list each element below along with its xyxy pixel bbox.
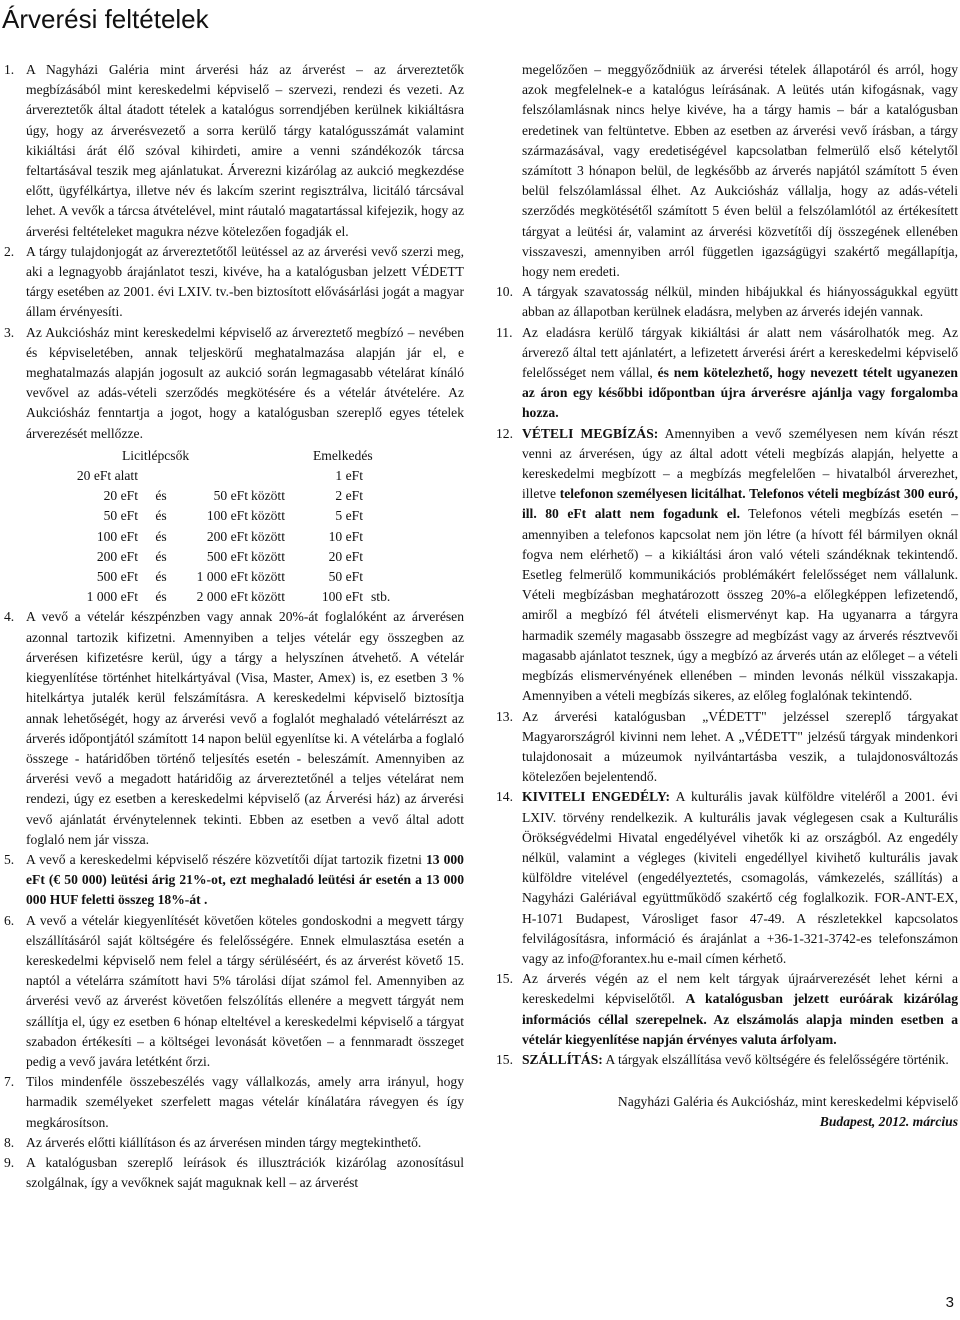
term-number: 15. bbox=[496, 971, 513, 987]
term-heading: KIVITELI ENGEDÉLY: bbox=[522, 789, 671, 805]
term-text bbox=[522, 787, 958, 969]
term-4 bbox=[4, 607, 464, 849]
term-text-plain-2: Telefonos vételi megbízás esetén – amennyiben a telefonos kapcsolat nem jön létre (a hívott fél bármilyen oknál fogva nem elérhető) – a kikiáltási áron való vételi szándéknak tekintendő. Esetleg felmerülő kommunikációs problémákért felelősséget nem vállalunk. Vételi megbízásban meghatározott összeg 20%-a előlegképpen lefizetendő, amiről a megbízó fél átvételi elismervényt kap. Ha ugyanarra a tárgyra harmadik személy magasabb összegre ad megbízást vagy az árverés résztvevői magasabb ajánlatot tesznek, úgy a megbízó az árverés után az előleget – a vételi megbízás elismervényének ellenében – minden levonás nélkül visszakapja. Amennyiben a vételi megbízás sikeres, az előleg foglalónak tekintendő. bbox=[522, 506, 958, 704]
table-cell: és bbox=[155, 528, 167, 544]
term-11 bbox=[496, 323, 958, 424]
term-number: 10. bbox=[496, 284, 513, 300]
table-cell: 20 eFt bbox=[103, 488, 138, 504]
right-column bbox=[496, 60, 958, 1133]
term-6 bbox=[4, 911, 464, 1073]
term-number: 6. bbox=[4, 912, 15, 928]
table-cell: 100 eFt bbox=[321, 589, 363, 605]
term-number: 2. bbox=[4, 243, 15, 259]
term-number: 5. bbox=[4, 851, 15, 867]
table-cell: 50 eFt bbox=[213, 488, 248, 504]
table-cell: 500 eFt bbox=[96, 569, 138, 585]
table-row bbox=[26, 587, 464, 607]
term-text bbox=[522, 323, 958, 424]
table-cell: 100 eFt bbox=[206, 508, 248, 524]
term-number: 7. bbox=[4, 1074, 15, 1090]
table-cell: 100 eFt bbox=[96, 528, 138, 544]
term-number: 12. bbox=[496, 425, 513, 441]
term-text-bold: telefonon személyesen licitálhat. Telefonos vételi megbízást 300 euró, ill. 80 eFt alatt nem fogadunk el. bbox=[522, 486, 958, 522]
term-text-bold: 13 000 eFt (€ 50 000) leütési árig 21%-ot, ezt meghaladó leütési ár esetén a 13 000 000 HUF feletti összeg 18%-át . bbox=[26, 851, 464, 908]
table-cell: között bbox=[251, 508, 285, 524]
table-cell: 500 eFt bbox=[206, 548, 248, 564]
table-cell bbox=[184, 466, 248, 486]
term-5 bbox=[4, 850, 464, 911]
table-cell: 1 000 eFt bbox=[86, 589, 138, 605]
left-column bbox=[4, 60, 464, 1193]
term-text: A Nagyházi Galéria mint árverési ház az árverést – az árvereztetők megbízásából mint kereskedelmi képviselő – szervezi, rendezi és vezeti. Az árvereztetők által átadott tételek a katalógus sorrendjében kerülnek kikiáltásra úgy, hogy az árverésvezető a sorra kerülő tárgy katalógusszámát valamint kikiáltási árát élő szóval kihirdeti, amire a venni szándékozók tárcsa feltartásával teszik meg ajánlatukat. Árverezni kizárólag az aukció megkezdése előtt, ügyfélkártya, illetve név és lakcím szerint regisztrálva, licitáló tárcsával lehet. A vevők a tárcsa átvételével, mint ráutaló magatartással kifejezik, hogy az árverési feltételeket magukra nézve kötelezően fogadják el. bbox=[26, 62, 464, 239]
term-3 bbox=[4, 323, 464, 608]
term-text bbox=[26, 850, 464, 911]
table-cell: 20 eFt bbox=[328, 548, 363, 564]
term-number: 13. bbox=[496, 708, 513, 724]
table-cell: 1 eFt bbox=[335, 468, 363, 484]
table-header-raise: Emelkedés bbox=[313, 447, 373, 463]
term-text-plain: A kulturális javak külföldre viteléről a 2001. évi LXIV. törvény rendelkezik. A kulturális javak véglegesen csak a Kulturális Örökségvédelmi Hivatal engedélyével vihetők ki az országból. Az engedély nélkül, valamint a végleges (kiviteli engedéllyel kivihető kulturális javak külföldre vitelével (engedélyeztetés, csomagolás, vámkezelés, szállítás) a Nagyházi Galériával együttműködő szakértő cég foglalkozik. FOR-ANT-EX, H-1071 Budapest, Városliget fasor 47-49. A részletekkel kapcsolatos felvilágosításra, információ és árajánlat a +36-1-321-3742-es telefonszámon vagy az info@forantex.hu e-mail címen kérhető. bbox=[522, 789, 958, 966]
term-15-shipping bbox=[496, 1050, 958, 1070]
table-cell: között bbox=[251, 548, 285, 564]
table-cell: között bbox=[251, 569, 285, 585]
term-9 bbox=[4, 1153, 464, 1193]
table-row bbox=[26, 486, 464, 506]
bid-increment-table bbox=[26, 446, 464, 608]
table-cell: 50 eFt bbox=[328, 569, 363, 585]
term-text-bold: és nem kötelezhető, hogy nevezett tételt ugyanezen az áron egy későbbi időpontban újra árverésre ajánlja vagy forgalomba hozza. bbox=[522, 365, 958, 421]
table-cell: között bbox=[251, 589, 285, 605]
term-text: Tilos mindenféle összebeszélés vagy vállalkozás, amely arra irányul, hogy harmadik személyeket szerfelett magas vételár kínálatára rávegyen és így megkárosítson. bbox=[26, 1074, 464, 1130]
term-text: A vevő a vételár kiegyenlítését követően köteles gondoskodni a megvett tárgy elszállításáról saját költségére és felelősségére. Ennek elmulasztása esetén a kereskedelmi képviselő nem felel a tárgy sérüléséért, és az árverést követő 15. naptól a vételárra számított havi 5% tárolási díjat számol fel. Amennyiben az árverési vevő az árverést követően felszólítás ellenére a megvett tárgyát nem szállítja el, úgy ez esetben 6 hónap elteltével a kereskedelmi képviselő a tárgyat szabadon értékesíti – a költségei levonását követően – a fennmaradt összeget pedig a vevő javára letétként őrzi. bbox=[26, 912, 464, 1069]
term-text bbox=[522, 1050, 958, 1070]
term-8 bbox=[4, 1133, 464, 1153]
table-header-increments: Licitlépcsők bbox=[122, 447, 190, 463]
table-cell: 50 eFt bbox=[103, 508, 138, 524]
term-10 bbox=[496, 282, 958, 322]
term-text-bold: A katalógusban jelzett euróárak kizárólag információs céllal szerepelnek. Az elszámolás alapja minden esetben a vételár kiegyenlítése napján érvényes valuta árfolyam. bbox=[522, 991, 958, 1047]
page-number: 3 bbox=[945, 1294, 954, 1311]
table-cell: és bbox=[155, 548, 167, 564]
term-heading: SZÁLLÍTÁS: bbox=[522, 1051, 603, 1067]
term-number: 11. bbox=[496, 324, 513, 340]
term-text: A tárgy tulajdonjogát az árvereztetőtől leütéssel az az árverési vevő szerzi meg, aki a legnagyobb árajánlatot teszi, kivéve, ha a katalógusban jelzett VÉDETT tárgy esetében az 2001. évi LXIV. tv.-ben biztosított elővásárlási jogát a magyar állam érvényesíti. bbox=[26, 243, 464, 320]
term-number: 9. bbox=[4, 1154, 15, 1170]
term-12 bbox=[496, 424, 958, 707]
table-cell: 200 eFt bbox=[206, 528, 248, 544]
term-number: 4. bbox=[4, 609, 15, 625]
term-13 bbox=[496, 707, 958, 788]
page-title: Árverési feltételek bbox=[2, 4, 209, 34]
table-cell bbox=[363, 466, 464, 486]
table-cell: 2 000 eFt bbox=[196, 589, 248, 605]
table-cell: 200 eFt bbox=[96, 548, 138, 564]
term-text: A vevő a vételár készpénzben vagy annak 20%-át foglalóként az árverésen azonnal tartozik kifizetni. Amennyiben a teljes vételár egy összegben az árverésen kifizetésre kerül, úgy a tárgy a helyszínen átvehető. A vételár kiegyenlítése történhet hitelkártyával (Visa, Master, Amex) is, ez esetben 3 % hitelkártya jutalék kerül felszámításra. A kereskedelmi képviselő biztosítja annak lehetőségét, hogy az árverési vevő a foglalót meghaladó vételárrészt az árverés időpontjától számított 14 napon belül egyenlítse ki. A vételárba a foglaló összege - határidőben történő teljesítés esetén - beleszámít. Amennyiben az árverési vevő a megadott határidőig az árvereztetőnél a teljes vételárat nem rendezi, úgy ez esetben a kereskedelmi képviselő (az Árverési ház) az árverési vevő ajánlatát érvénytelennek tekinti. Ebben az esetben a vevő által adott foglaló nem jár vissza. bbox=[26, 609, 464, 847]
table-cell: stb. bbox=[371, 589, 391, 605]
term-number: 3. bbox=[4, 324, 15, 340]
term-text: Az árverés előtti kiállításon és az árverésen minden tárgy megtekinthető. bbox=[26, 1134, 422, 1150]
term-9-continued: megelőzően – meggyőződniük az árverési tételek állapotáról és arról, hogy azok megfelelnek-e a katalógus leírásának. A leütés után kifogásnak, vagy felszólamlásnak nincs helye kivéve, ha a tárgy hamis – bár a katalógusban eredetinek van feltüntetve. Ebben az esetben az árverési vevő írásban, a tárgy származásával, vagy eredetiségével kapcsolatban felmerülő első kételytől számított 3 hónapon belül, de legkésőbb az árverés napjától számított 5 éven belül felszólamlással élhet. Az Aukciósház vállalja, hogy az adás-vételi szerződés megkötésétől számított 5 éven belül a felszólamlótól az értékesített tárgyat a leütési ár, valamint az árverési közvetítői díj összegének ellenében visszaveszi, amennyiben arról független igazságügyi szakértő megállapítja, hogy nem eredeti. bbox=[522, 62, 958, 280]
term-text-plain: Az eladásra kerülő tárgyak kikiáltási ár alatt nem vásárolhatók meg. Az árverező által tett ajánlatért, a lefizetett árverési árért a kereskedelmi képviselő felelősséget nem vállal, bbox=[522, 324, 958, 381]
table-cell bbox=[363, 486, 464, 506]
table-cell bbox=[363, 567, 464, 587]
table-cell bbox=[363, 506, 464, 526]
term-number: 14. bbox=[496, 789, 513, 805]
term-text: Az Aukciósház mint kereskedelmi képviselő az árvereztető megbízó – nevében és képviseletében, annak teljeskörű meghatalmazása alapján jár el, e meghatalmazás alapján jogosult az aukció során legmagasabb vételárat kínáló vevővel az adás-vételi szerződés megkötésére és a vételár átvételére. Az Aukciósház fenntartja a jogot, hogy a katalógusban szereplő egyes tételek árverezését mellőzze. bbox=[26, 324, 464, 441]
table-row bbox=[26, 506, 464, 526]
table-row bbox=[26, 547, 464, 567]
term-text-plain: Amennyiben a vevő személyesen nem kíván részt venni az árverésen, úgy az által adott vételi megbízás alapján, helyette a kereskedelmi megbízott – a megbízás megfelelően – hivatalból árverezhet, illetve bbox=[522, 425, 958, 502]
table-cell: és bbox=[155, 589, 167, 605]
table-cell: 5 eFt bbox=[335, 508, 363, 524]
term-text-plain: Az árverés végén az el nem kelt tárgyak újraárverezését lehet kérni a kereskedelmi képviselőtől. bbox=[522, 971, 958, 1007]
term-text-plain: A tárgyak elszállítása vevő költségére és felelősségére történik. bbox=[605, 1051, 949, 1067]
term-text-plain: A vevő a kereskedelmi képviselő részére közvetítői díjat tartozik fizetni bbox=[26, 851, 422, 867]
table-cell: 2 eFt bbox=[335, 488, 363, 504]
table-cell: 10 eFt bbox=[328, 528, 363, 544]
date-line: Budapest, 2012. március bbox=[819, 1114, 958, 1130]
term-15 bbox=[496, 969, 958, 1050]
term-text: A tárgyak szavatosság nélkül, minden hibájukkal és hiányosságukkal együtt abban az állapotban kerülnek eladásra, melyben az árverés idején vannak. bbox=[522, 284, 958, 320]
signature: Nagyházi Galéria és Aukciósház, mint kereskedelmi képviselő bbox=[617, 1094, 958, 1110]
term-heading: VÉTELI MEGBÍZÁS: bbox=[522, 425, 659, 441]
table-cell: és bbox=[155, 508, 167, 524]
table-cell: 20 eFt alatt bbox=[76, 468, 138, 484]
table-cell: 1 000 eFt bbox=[196, 569, 248, 585]
table-cell bbox=[138, 466, 184, 486]
term-text bbox=[522, 424, 958, 707]
term-14 bbox=[496, 787, 958, 969]
table-cell: között bbox=[251, 528, 285, 544]
term-2 bbox=[4, 242, 464, 323]
table-row bbox=[26, 527, 464, 547]
table-cell bbox=[363, 527, 464, 547]
table-cell: és bbox=[155, 569, 167, 585]
table-header-row bbox=[26, 446, 464, 466]
table-row bbox=[26, 466, 464, 486]
term-text: Az árverési katalógusban „VÉDETT" jelzéssel szereplő tárgyakat Magyarországról kivinni nem lehet. A „VÉDETT" jelzésű tárgyak mindenkori tulajdonosait a múzeumok nyilvántartásba veszik, a tulajdonosváltozás kötelezően bejelentendő. bbox=[522, 708, 958, 785]
table-cell: között bbox=[251, 488, 285, 504]
term-7 bbox=[4, 1072, 464, 1133]
term-1 bbox=[4, 60, 464, 242]
table-cell: és bbox=[155, 488, 167, 504]
term-text bbox=[522, 969, 958, 1050]
term-number: 1. bbox=[4, 62, 15, 77]
table-cell bbox=[363, 547, 464, 567]
table-cell bbox=[248, 466, 307, 486]
table-row bbox=[26, 567, 464, 587]
term-text: A katalógusban szereplő leírások és illusztrációk kizárólag azonosításul szolgálnak, így a vevőknek saját maguknak kell – az árverést bbox=[26, 1154, 464, 1191]
term-number: 15. bbox=[496, 1051, 513, 1067]
term-number: 8. bbox=[4, 1134, 15, 1150]
